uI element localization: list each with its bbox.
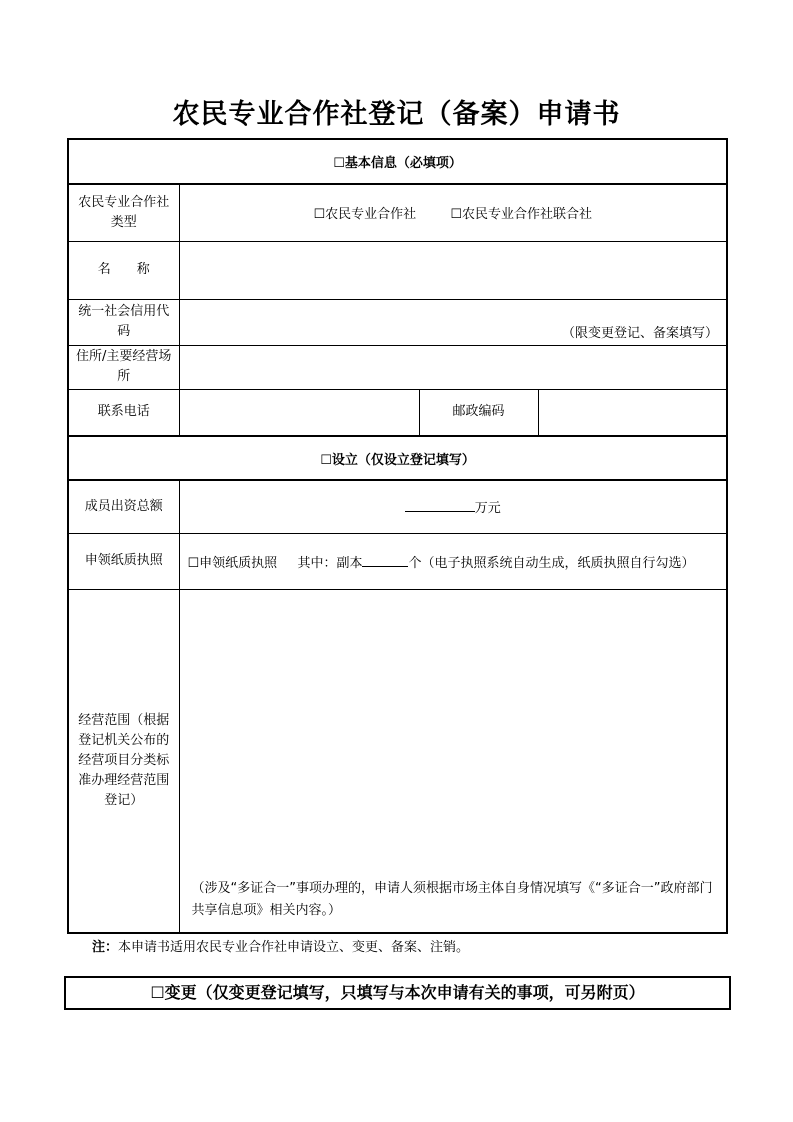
license-label: 申领纸质执照 <box>68 533 179 589</box>
application-form <box>67 138 728 934</box>
footnote-text: 本申请书适用农民专业合作社申请设立、变更、备案、注销。 <box>118 940 470 955</box>
credit-code-field[interactable] <box>179 299 727 345</box>
type-options <box>179 184 727 241</box>
capital-label: 成员出资总额 <box>68 480 179 533</box>
address-label: 住所/主要经营场所 <box>68 345 179 389</box>
footnote <box>92 936 469 955</box>
phone-label: 联系电话 <box>68 389 179 436</box>
credit-code-label: 统一社会信用代码 <box>68 299 179 345</box>
type-option-union[interactable]: ☐农民专业合作社联合社 <box>450 207 593 223</box>
scope-label: 经营范围（根据登记机关公布的经营项目分类标准办理经营范围登记） <box>68 589 179 933</box>
type-label: 农民专业合作社类型 <box>68 184 179 241</box>
license-copies-prefix: 其中：副本 <box>297 555 363 571</box>
license-checkbox[interactable]: ☐申领纸质执照 <box>187 555 278 571</box>
section-establish[interactable]: ☐设立（仅设立登记填写） <box>68 436 727 480</box>
page-title: 农民专业合作社登记（备案）申请书 <box>172 99 621 130</box>
type-option-cooperative[interactable]: ☐农民专业合作社 <box>313 207 417 223</box>
scope-field[interactable] <box>179 589 727 933</box>
section-basic-info[interactable]: ☐基本信息（必填项） <box>68 139 727 184</box>
license-copies-suffix: 个（电子执照系统自动生成，纸质执照自行勾选） <box>408 555 695 571</box>
section-change[interactable]: ☐变更（仅变更登记填写，只填写与本次申请有关的事项，可另附页） <box>64 976 731 1010</box>
capital-field[interactable] <box>179 480 727 533</box>
footnote-prefix: 注： <box>92 940 119 955</box>
scope-note: （涉及“多证合一”事项办理的，申请人须根据市场主体自身情况填写《“多证合一”政府部门共享信息项》相关内容。） <box>191 881 713 918</box>
capital-blank[interactable] <box>405 500 475 512</box>
address-field[interactable] <box>179 345 727 389</box>
credit-code-note: （限变更登记、备案填写） <box>562 325 719 341</box>
phone-field[interactable] <box>179 389 419 436</box>
capital-unit: 万元 <box>474 501 501 517</box>
name-label: 名 称 <box>68 241 179 299</box>
postal-code-label: 邮政编码 <box>419 389 538 436</box>
name-field[interactable] <box>179 241 727 299</box>
postal-code-field[interactable] <box>538 389 727 436</box>
license-field <box>179 533 727 589</box>
license-copies-blank[interactable] <box>362 555 408 567</box>
